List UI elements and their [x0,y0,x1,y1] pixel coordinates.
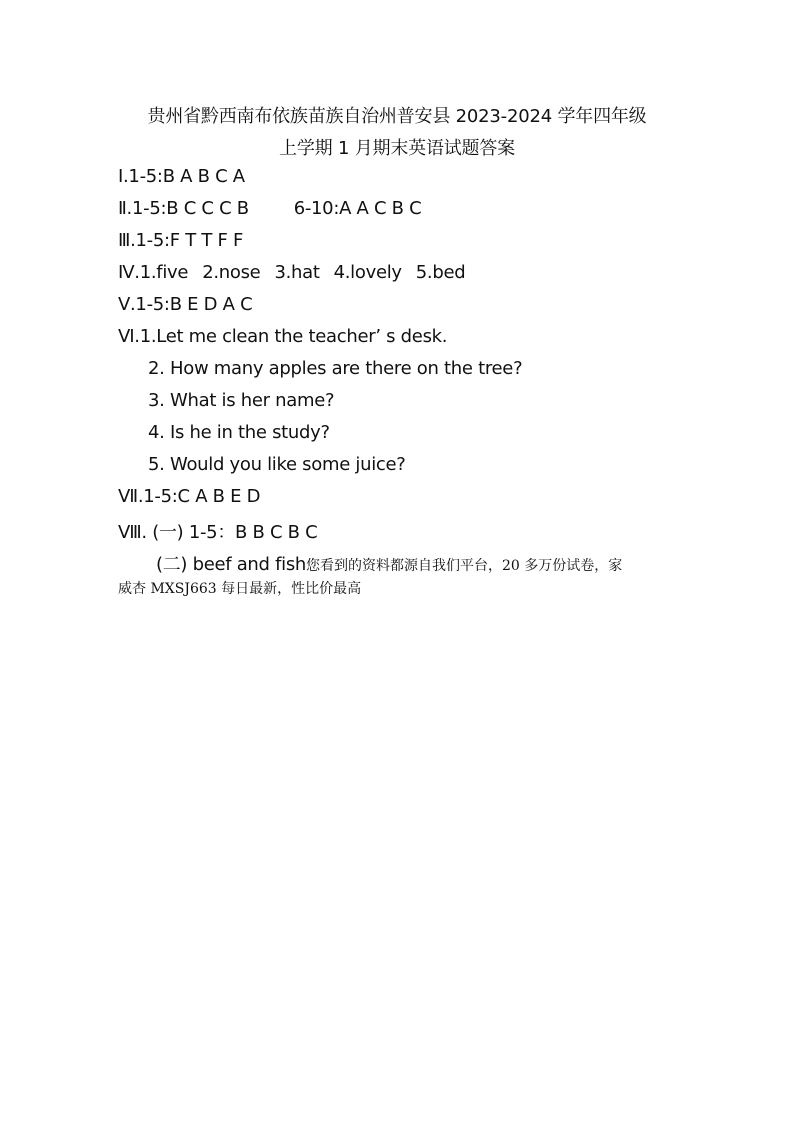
answer-section-6-item-4: 4. Is he in the study? [148,422,330,443]
answer-section-6-item-3: 3. What is her name? [148,390,335,411]
answer-section-2-part-a: Ⅱ.1-5:B C C C B [118,198,249,219]
document-title-line1: 贵州省黔西南布依族苗族自治州普安县 2023-2024 学年四年级 [147,106,647,127]
promo-note-line-2: 威杏 MXSJ663 每日最新，性比价最高 [118,581,362,597]
answer-section-8-part-2-text: (二) beef and fish [156,554,307,575]
answer-section-2 [118,198,421,219]
answer-item: 3.hat [274,262,320,283]
answer-section-8-part-1: Ⅷ. (一) 1-5：B B C B C [118,522,318,543]
answer-section-1: Ⅰ.1-5:B A B C A [118,166,245,187]
answer-section-5: Ⅴ.1-5:B E D A C [118,294,253,315]
document-title-line2: 上学期 1 月期末英语试题答案 [279,138,515,159]
answer-item: 5.bed [415,262,466,283]
answer-section-6-item-2: 2. How many apples are there on the tree? [148,358,523,379]
promo-note-line-1: 您看到的资料都源自我们平台，20 多万份试卷，家 [306,558,623,574]
answer-item: 4.lovely [333,262,402,283]
answer-section-8-part-2 [156,550,622,576]
answer-section-6-item-5: 5. Would you like some juice? [148,454,406,475]
answer-section-7: Ⅶ.1-5:C A B E D [118,486,261,507]
answer-section-6-item-1: Ⅵ.1.Let me clean the teacher’ s desk. [118,326,448,347]
answer-section-4-prefix: Ⅳ. [118,262,140,283]
answer-section-3: Ⅲ.1-5:F T T F F [118,230,244,251]
answer-item: 2.nose [202,262,261,283]
answer-section-4 [118,262,465,283]
answer-section-2-part-b: 6-10:A A C B C [293,198,422,219]
answer-item: 1.five [139,262,189,283]
